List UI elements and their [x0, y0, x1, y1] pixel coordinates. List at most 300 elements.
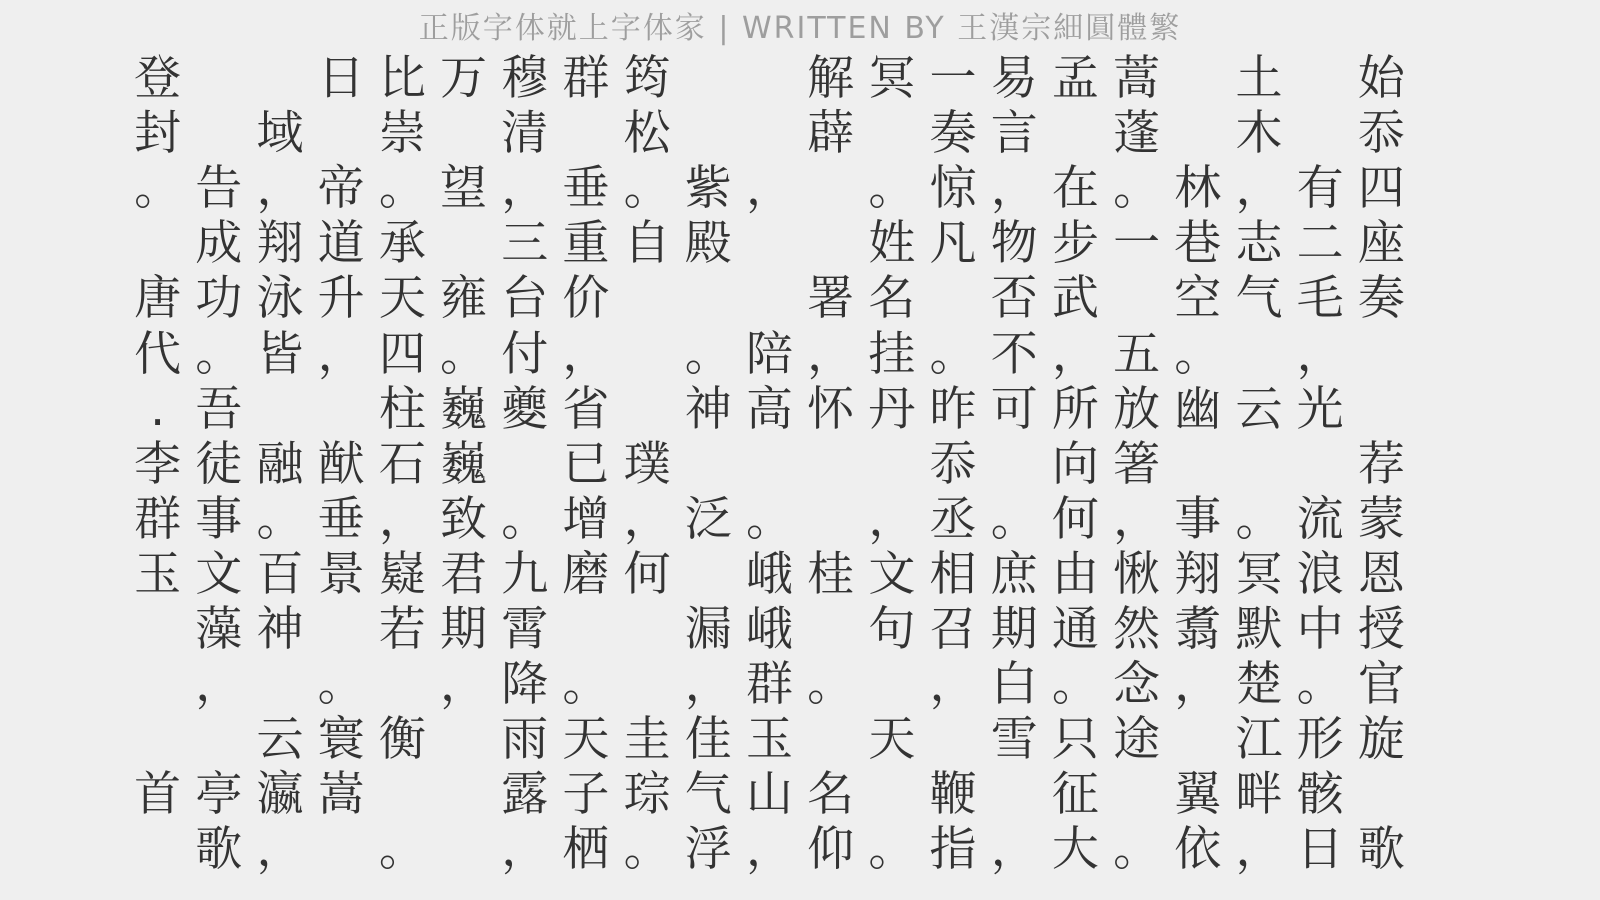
glyph-cell: 崇 — [378, 106, 426, 162]
empty-cell — [861, 657, 922, 712]
glyph-cell: 价 — [562, 271, 610, 327]
glyph-cell: ， — [195, 657, 243, 713]
glyph-cell: 气 — [684, 767, 732, 823]
empty-cell — [678, 106, 739, 161]
glyph-cell: 步 — [1051, 216, 1099, 272]
glyph-cell: 土 — [1235, 51, 1283, 107]
empty-cell — [188, 712, 249, 767]
glyph-cell: 成 — [195, 216, 243, 272]
glyph-cell: 文 — [195, 546, 243, 602]
glyph-cell: 。 — [134, 161, 182, 217]
empty-cell — [1167, 51, 1228, 106]
glyph-cell: 筠 — [623, 51, 671, 107]
glyph-cell: ， — [1174, 657, 1222, 713]
glyph-cell: 神 — [256, 601, 304, 657]
glyph-cell: 。 — [623, 822, 671, 878]
empty-cell — [861, 767, 922, 822]
empty-cell — [922, 712, 983, 767]
glyph-cell: 翥 — [1174, 601, 1222, 657]
glyph-cell: 告 — [195, 161, 243, 217]
glyph-cell: 帝 — [317, 161, 365, 217]
glyph-cell: 孟 — [1051, 51, 1099, 107]
empty-cell — [739, 51, 800, 106]
glyph-cell: 大 — [1051, 822, 1099, 878]
glyph-cell: 光 — [1296, 381, 1344, 437]
glyph-cell: ， — [562, 326, 610, 382]
glyph-cell: 凡 — [929, 216, 977, 272]
empty-cell — [311, 822, 372, 877]
glyph-cell: 一 — [929, 51, 977, 107]
empty-cell — [1290, 437, 1351, 492]
glyph-cell: 群 — [562, 51, 610, 107]
empty-cell — [1290, 106, 1351, 161]
glyph-cell: ， — [990, 161, 1038, 217]
glyph-cell: ， — [1235, 822, 1283, 878]
glyph-cell: 忝 — [929, 436, 977, 492]
glyph-cell: 佳 — [684, 712, 732, 768]
empty-cell — [127, 822, 188, 877]
empty-cell — [188, 106, 249, 161]
glyph-cell: 云 — [256, 712, 304, 768]
glyph-cell: 始 — [1357, 51, 1405, 107]
glyph-cell: ， — [868, 491, 916, 547]
glyph-cell: 木 — [1235, 106, 1283, 162]
glyph-cell: 琮 — [623, 767, 671, 823]
glyph-cell: 漏 — [684, 601, 732, 657]
glyph-cell: 丞 — [929, 491, 977, 547]
glyph-cell: 奏 — [1357, 271, 1405, 327]
glyph-cell: 衡 — [378, 712, 426, 768]
glyph-cell: 磨 — [562, 546, 610, 602]
glyph-cell: 百 — [256, 546, 304, 602]
glyph-cell: 惊 — [929, 161, 977, 217]
glyph-cell: 何 — [623, 546, 671, 602]
glyph-cell: 嶷 — [378, 546, 426, 602]
glyph-cell: 言 — [990, 106, 1038, 162]
glyph-cell: 志 — [1235, 216, 1283, 272]
glyph-cell: 徒 — [195, 436, 243, 492]
glyph-cell: 物 — [990, 216, 1038, 272]
glyph-cell: 神 — [684, 381, 732, 437]
glyph-cell: 猷 — [317, 436, 365, 492]
empty-cell — [1167, 437, 1228, 492]
glyph-cell: 。 — [501, 491, 549, 547]
glyph-cell: 句 — [868, 601, 916, 657]
glyph-cell: 高 — [745, 381, 793, 437]
glyph-cell: 空 — [1174, 271, 1222, 327]
glyph-cell: 桂 — [807, 546, 855, 602]
glyph-cell: 天 — [562, 712, 610, 768]
glyph-cell: . — [150, 381, 166, 437]
glyph-cell: 台 — [501, 271, 549, 327]
glyph-cell: 泛 — [684, 491, 732, 547]
glyph-cell: 骸 — [1296, 767, 1344, 823]
glyph-cell: 承 — [378, 216, 426, 272]
glyph-cell: 途 — [1113, 712, 1161, 768]
empty-cell — [800, 161, 861, 216]
glyph-cell: 殿 — [684, 216, 732, 272]
glyph-cell: 浪 — [1296, 546, 1344, 602]
empty-cell — [249, 382, 310, 437]
glyph-cell: 。 — [195, 326, 243, 382]
empty-cell — [1351, 382, 1412, 437]
glyph-cell: ， — [501, 822, 549, 878]
glyph-cell: 四 — [1357, 161, 1405, 217]
glyph-cell: 功 — [195, 271, 243, 327]
glyph-cell: 昨 — [929, 381, 977, 437]
empty-cell — [311, 602, 372, 657]
empty-cell — [1167, 106, 1228, 161]
glyph-cell: 幽 — [1174, 381, 1222, 437]
empty-cell — [1045, 106, 1106, 161]
glyph-cell: 景 — [317, 546, 365, 602]
glyph-cell: ， — [929, 657, 977, 713]
glyph-cell: 。 — [317, 657, 365, 713]
empty-cell — [372, 767, 433, 822]
glyph-cell: 翔 — [256, 216, 304, 272]
glyph-cell: 雍 — [440, 271, 488, 327]
glyph-cell: 只 — [1051, 712, 1099, 768]
glyph-cell: 日 — [1296, 822, 1344, 878]
glyph-cell: 指 — [929, 822, 977, 878]
glyph-cell: 玉 — [745, 712, 793, 768]
glyph-cell: 恩 — [1357, 546, 1405, 602]
glyph-cell: 嵩 — [317, 767, 365, 823]
header-watermark: 正版字体就上字体家 | WRITTEN BY 王漢宗細圓體繁 — [418, 11, 1182, 46]
glyph-cell: 封 — [134, 106, 182, 162]
glyph-cell: 吾 — [195, 381, 243, 437]
glyph-cell: 授 — [1357, 601, 1405, 657]
glyph-cell: 冥 — [868, 51, 916, 107]
glyph-cell: 相 — [929, 546, 977, 602]
empty-cell — [678, 547, 739, 602]
glyph-cell: 降 — [501, 657, 549, 713]
glyph-cell: 庶 — [990, 546, 1038, 602]
glyph-cell: 。 — [378, 161, 426, 217]
glyph-cell: 文 — [868, 546, 916, 602]
glyph-cell: 璞 — [623, 436, 671, 492]
glyph-cell: ， — [745, 822, 793, 878]
glyph-cell: 在 — [1051, 161, 1099, 217]
glyph-cell: 圭 — [623, 712, 671, 768]
glyph-cell: 巍 — [440, 381, 488, 437]
empty-cell — [739, 271, 800, 326]
glyph-cell: 所 — [1051, 381, 1099, 437]
glyph-cell: ， — [440, 657, 488, 713]
glyph-cell: 。 — [990, 491, 1038, 547]
glyph-cell: 清 — [501, 106, 549, 162]
glyph-cell: 可 — [990, 381, 1038, 437]
glyph-cell: 唐 — [134, 271, 182, 327]
glyph-cell: 群 — [134, 491, 182, 547]
glyph-cell: 愀 — [1113, 546, 1161, 602]
glyph-cell: 楚 — [1235, 657, 1283, 713]
glyph-cell: 柱 — [378, 381, 426, 437]
font-preview-grid — [127, 51, 1412, 877]
empty-cell — [1351, 767, 1412, 822]
empty-cell — [800, 712, 861, 767]
glyph-cell: 官 — [1357, 657, 1405, 713]
glyph-cell: 忝 — [1357, 106, 1405, 162]
empty-cell — [433, 822, 494, 877]
glyph-cell: 玉 — [134, 546, 182, 602]
empty-cell — [800, 216, 861, 271]
glyph-cell: 藻 — [195, 601, 243, 657]
empty-cell — [739, 437, 800, 492]
glyph-cell: ， — [1051, 326, 1099, 382]
glyph-cell: 署 — [807, 271, 855, 327]
glyph-cell: 致 — [440, 491, 488, 547]
glyph-cell: 蒙 — [1357, 491, 1405, 547]
glyph-cell: 期 — [990, 601, 1038, 657]
glyph-cell: 石 — [378, 436, 426, 492]
glyph-cell: ， — [256, 822, 304, 878]
glyph-cell: 荐 — [1357, 436, 1405, 492]
glyph-cell: 皆 — [256, 326, 304, 382]
glyph-cell: 增 — [562, 491, 610, 547]
empty-cell — [1167, 712, 1228, 767]
glyph-cell: 事 — [1174, 491, 1222, 547]
empty-cell — [739, 216, 800, 271]
glyph-cell: 依 — [1174, 822, 1222, 878]
glyph-cell: 解 — [807, 51, 855, 107]
empty-cell — [617, 271, 678, 326]
glyph-cell: 群 — [745, 657, 793, 713]
empty-cell — [922, 271, 983, 326]
glyph-cell: 气 — [1235, 271, 1283, 327]
glyph-cell: 。 — [378, 822, 426, 878]
glyph-cell: 何 — [1051, 491, 1099, 547]
glyph-cell: ， — [684, 657, 732, 713]
glyph-cell: 四 — [378, 326, 426, 382]
glyph-cell: 林 — [1174, 161, 1222, 217]
glyph-cell: 三 — [501, 216, 549, 272]
glyph-cell: 仰 — [807, 822, 855, 878]
glyph-cell: 。 — [1113, 822, 1161, 878]
glyph-cell: 畔 — [1235, 767, 1283, 823]
glyph-cell: 自 — [623, 216, 671, 272]
empty-cell — [1228, 326, 1289, 381]
glyph-cell: 夔 — [501, 381, 549, 437]
glyph-cell: 露 — [501, 767, 549, 823]
glyph-cell: 放 — [1113, 381, 1161, 437]
empty-cell — [617, 382, 678, 437]
glyph-cell: 已 — [562, 436, 610, 492]
empty-cell — [739, 106, 800, 161]
empty-cell — [984, 767, 1045, 822]
glyph-cell: 浮 — [684, 822, 732, 878]
glyph-cell: 云 — [1235, 381, 1283, 437]
glyph-cell: 巍 — [440, 436, 488, 492]
empty-cell — [617, 326, 678, 381]
glyph-cell: 。 — [868, 161, 916, 217]
empty-cell — [127, 657, 188, 712]
glyph-cell: 。 — [868, 822, 916, 878]
empty-cell — [555, 106, 616, 161]
glyph-cell: 升 — [317, 271, 365, 327]
empty-cell — [433, 216, 494, 271]
glyph-cell: 亭 — [195, 767, 243, 823]
glyph-cell: 天 — [868, 712, 916, 768]
glyph-cell: 由 — [1051, 546, 1099, 602]
glyph-cell: 江 — [1235, 712, 1283, 768]
empty-cell — [800, 492, 861, 547]
glyph-cell: 泳 — [256, 271, 304, 327]
glyph-cell: 。 — [1296, 657, 1344, 713]
glyph-cell: 翼 — [1174, 767, 1222, 823]
glyph-cell: 峨 — [745, 546, 793, 602]
glyph-cell: 雨 — [501, 712, 549, 768]
glyph-cell: 薜 — [807, 106, 855, 162]
glyph-cell: 雪 — [990, 712, 1038, 768]
glyph-cell: 垂 — [562, 161, 610, 217]
empty-cell — [433, 712, 494, 767]
glyph-cell: 九 — [501, 546, 549, 602]
glyph-cell: 形 — [1296, 712, 1344, 768]
glyph-cell: 。 — [1051, 657, 1099, 713]
glyph-cell: 。 — [562, 657, 610, 713]
glyph-cell: 比 — [378, 51, 426, 107]
empty-cell — [249, 51, 310, 106]
glyph-cell: 域 — [256, 106, 304, 162]
glyph-cell: 蓬 — [1113, 106, 1161, 162]
glyph-cell: 巷 — [1174, 216, 1222, 272]
glyph-cell: 。 — [807, 657, 855, 713]
glyph-cell: 奏 — [929, 106, 977, 162]
glyph-cell: 。 — [684, 326, 732, 382]
empty-cell — [678, 437, 739, 492]
glyph-cell: 君 — [440, 546, 488, 602]
glyph-cell: 垂 — [317, 491, 365, 547]
glyph-cell: ， — [990, 822, 1038, 878]
empty-cell — [311, 106, 372, 161]
glyph-cell: 丹 — [868, 381, 916, 437]
glyph-cell: ， — [378, 491, 426, 547]
glyph-cell: 期 — [440, 601, 488, 657]
glyph-cell: 首 — [134, 767, 182, 823]
glyph-cell: 。 — [1174, 326, 1222, 382]
glyph-cell: 白 — [990, 657, 1038, 713]
empty-cell — [433, 106, 494, 161]
glyph-cell: 万 — [440, 51, 488, 107]
glyph-cell: 五 — [1113, 326, 1161, 382]
glyph-cell: 二 — [1296, 216, 1344, 272]
empty-cell — [617, 657, 678, 712]
glyph-cell: 怀 — [807, 381, 855, 437]
glyph-cell: 省 — [562, 381, 610, 437]
glyph-cell: 。 — [623, 161, 671, 217]
glyph-cell: 。 — [1235, 491, 1283, 547]
glyph-cell: 重 — [562, 216, 610, 272]
glyph-cell: 名 — [807, 767, 855, 823]
glyph-cell: 箸 — [1113, 436, 1161, 492]
glyph-cell: 冥 — [1235, 546, 1283, 602]
empty-cell — [188, 51, 249, 106]
glyph-cell: ， — [1235, 161, 1283, 217]
glyph-cell: 通 — [1051, 601, 1099, 657]
glyph-cell: 代 — [134, 326, 182, 382]
glyph-cell: 流 — [1296, 491, 1344, 547]
glyph-cell: 寰 — [317, 712, 365, 768]
glyph-cell: 登 — [134, 51, 182, 107]
empty-cell — [127, 602, 188, 657]
empty-cell — [249, 657, 310, 712]
empty-cell — [800, 437, 861, 492]
glyph-cell: 中 — [1296, 601, 1344, 657]
glyph-cell: ， — [623, 491, 671, 547]
glyph-cell: 有 — [1296, 161, 1344, 217]
glyph-cell: 山 — [745, 767, 793, 823]
empty-cell — [861, 437, 922, 492]
glyph-cell: ， — [501, 161, 549, 217]
glyph-cell: 若 — [378, 601, 426, 657]
glyph-cell: 座 — [1357, 216, 1405, 272]
glyph-cell: 付 — [501, 326, 549, 382]
empty-cell — [800, 602, 861, 657]
glyph-cell: 挂 — [868, 326, 916, 382]
glyph-cell: 默 — [1235, 601, 1283, 657]
glyph-cell: ， — [256, 161, 304, 217]
glyph-cell: ， — [317, 326, 365, 382]
glyph-cell: 事 — [195, 491, 243, 547]
empty-cell — [311, 382, 372, 437]
empty-cell — [1290, 51, 1351, 106]
glyph-cell: 易 — [990, 51, 1038, 107]
glyph-cell: 不 — [990, 326, 1038, 382]
empty-cell — [1351, 326, 1412, 381]
glyph-cell: 毛 — [1296, 271, 1344, 327]
glyph-cell: 。 — [745, 491, 793, 547]
empty-cell — [678, 271, 739, 326]
glyph-cell: 鞭 — [929, 767, 977, 823]
empty-cell — [555, 602, 616, 657]
glyph-cell: ， — [745, 161, 793, 217]
empty-cell — [984, 437, 1045, 492]
empty-cell — [494, 437, 555, 492]
empty-cell — [678, 51, 739, 106]
empty-cell — [127, 216, 188, 271]
glyph-cell: 然 — [1113, 601, 1161, 657]
glyph-cell: 旋 — [1357, 712, 1405, 768]
glyph-cell: 望 — [440, 161, 488, 217]
glyph-cell: 天 — [378, 271, 426, 327]
glyph-cell: 蒿 — [1113, 51, 1161, 107]
glyph-cell: 向 — [1051, 436, 1099, 492]
glyph-cell: 。 — [256, 491, 304, 547]
glyph-cell: 李 — [134, 436, 182, 492]
glyph-cell: 道 — [317, 216, 365, 272]
glyph-cell: 召 — [929, 601, 977, 657]
empty-cell — [433, 767, 494, 822]
empty-cell — [1106, 271, 1167, 326]
glyph-cell: 。 — [929, 326, 977, 382]
glyph-cell: 松 — [623, 106, 671, 162]
glyph-cell: 翔 — [1174, 546, 1222, 602]
glyph-cell: 霄 — [501, 601, 549, 657]
glyph-cell: 征 — [1051, 767, 1099, 823]
glyph-cell: 一 — [1113, 216, 1161, 272]
glyph-cell: 。 — [1113, 161, 1161, 217]
empty-cell — [861, 106, 922, 161]
empty-cell — [127, 712, 188, 767]
glyph-cell: 瀛 — [256, 767, 304, 823]
glyph-cell: 歌 — [195, 822, 243, 878]
glyph-cell: 穆 — [501, 51, 549, 107]
glyph-cell: 日 — [317, 51, 365, 107]
glyph-cell: 名 — [868, 271, 916, 327]
glyph-cell: 否 — [990, 271, 1038, 327]
empty-cell — [617, 602, 678, 657]
